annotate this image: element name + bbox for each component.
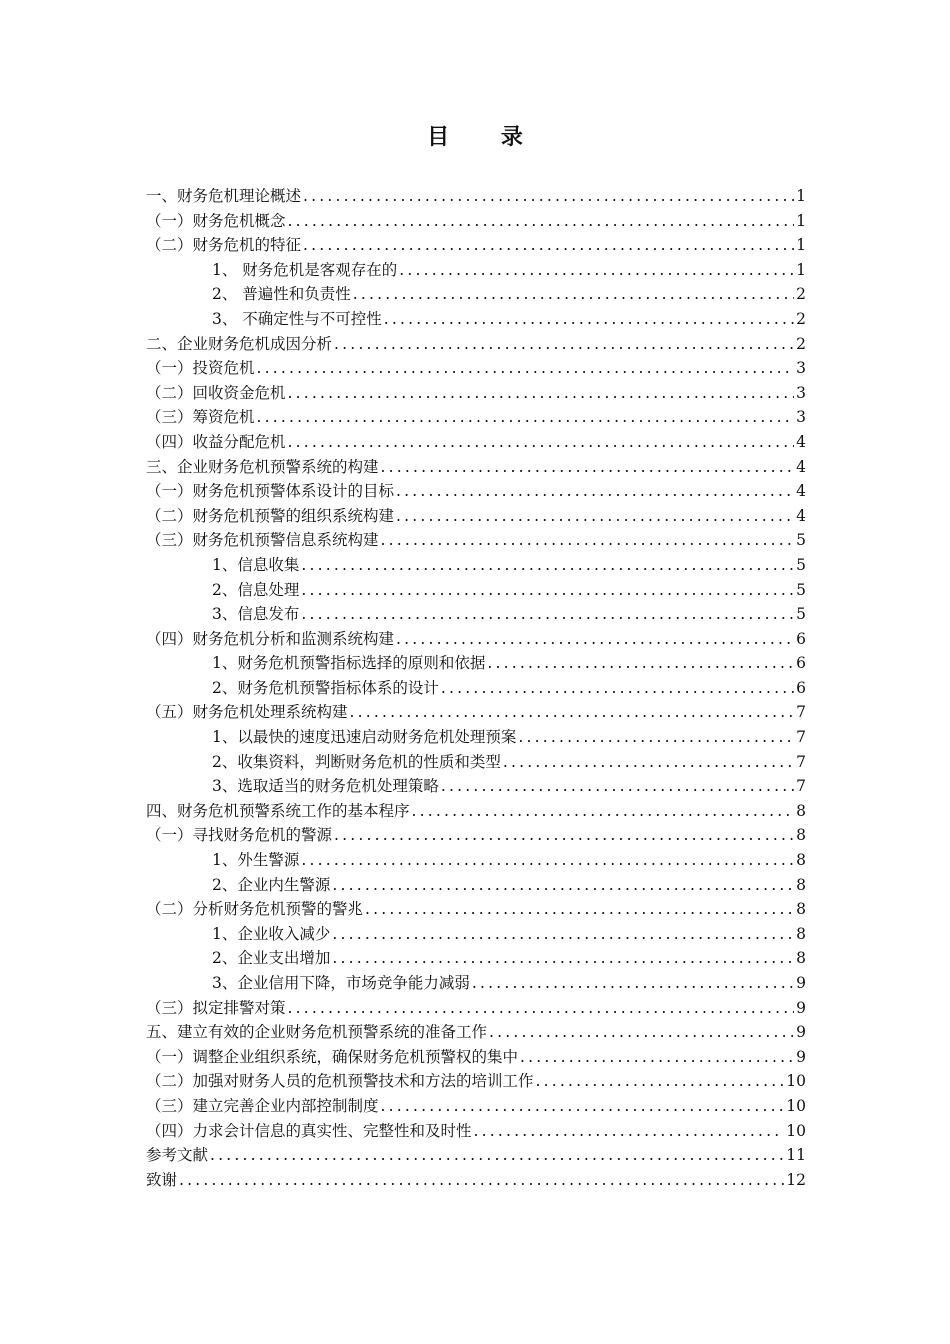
- toc-dot-leader: [179, 1168, 784, 1193]
- toc-dot-leader: [474, 1119, 785, 1144]
- toc-entry-title: （三）拟定排警对策: [146, 998, 286, 1017]
- toc-entry[interactable]: [146, 504, 806, 529]
- toc-entry-page-number: 5: [796, 580, 806, 599]
- toc-entry-title: 2、财务危机预警指标体系的设计: [212, 678, 439, 697]
- toc-entry-page-number: 3: [796, 408, 806, 427]
- toc-entry-page-number: 8: [796, 875, 806, 894]
- toc-dot-leader: [381, 1094, 785, 1119]
- toc-dot-leader: [381, 455, 795, 480]
- toc-entry-page-number: 7: [796, 777, 806, 796]
- toc-entry-title: 2、企业支出增加: [212, 949, 331, 968]
- toc-entry-page-number: 2: [796, 309, 806, 328]
- toc-dot-leader: [288, 381, 795, 406]
- toc-entry-page-number: 8: [796, 851, 806, 870]
- toc-entry-page-number: 9: [796, 998, 806, 1017]
- toc-entry-page-number: 2: [796, 334, 806, 353]
- toc-entry[interactable]: [146, 1045, 806, 1070]
- toc-entry-title: 2、企业内生警源: [212, 875, 331, 894]
- toc-entry[interactable]: [146, 258, 806, 283]
- toc-entry-page-number: 8: [796, 949, 806, 968]
- toc-entry[interactable]: [146, 799, 806, 824]
- toc-entry[interactable]: [146, 848, 806, 873]
- toc-entry[interactable]: [146, 356, 806, 381]
- toc-dot-leader: [334, 332, 794, 357]
- toc-dot-leader: [301, 848, 794, 873]
- toc-entry-title: 致谢: [146, 1170, 178, 1189]
- toc-entry-title: 1、财务危机预警指标选择的原则和依据: [212, 654, 486, 673]
- toc-entry[interactable]: [146, 676, 806, 701]
- toc-dot-leader: [472, 971, 794, 996]
- toc-dot-leader: [332, 922, 794, 947]
- toc-entry-page-number: 7: [796, 703, 806, 722]
- toc-entry-title: （二）财务危机的特征: [146, 236, 302, 255]
- toc-entry[interactable]: [146, 1020, 806, 1045]
- toc-entry[interactable]: [146, 750, 806, 775]
- toc-entry[interactable]: [146, 405, 806, 430]
- toc-entry-title: 1、 财务危机是客观存在的: [212, 260, 398, 279]
- toc-entry-page-number: 8: [796, 900, 806, 919]
- toc-entry-title: 2、收集资料，判断财务危机的性质和类型: [212, 752, 501, 771]
- toc-entry[interactable]: [146, 700, 806, 725]
- toc-dot-leader: [332, 946, 794, 971]
- toc-entry-title: （三）财务危机预警信息系统构建: [146, 531, 379, 550]
- toc-entry-title: （四）收益分配危机: [146, 432, 286, 451]
- toc-dot-leader: [353, 282, 794, 307]
- toc-entry-page-number: 6: [796, 678, 806, 697]
- toc-entry-page-number: 5: [796, 555, 806, 574]
- toc-dot-leader: [520, 1045, 794, 1070]
- toc-entry-page-number: 4: [796, 506, 806, 525]
- toc-entry-page-number: 6: [796, 654, 806, 673]
- toc-entry-title: 四、财务危机预警系统工作的基本程序: [146, 801, 410, 820]
- toc-entry-title: （二）加强对财务人员的危机预警技术和方法的培训工作: [146, 1072, 534, 1091]
- toc-entry-page-number: 5: [796, 531, 806, 550]
- toc-entry[interactable]: [146, 307, 806, 332]
- toc-entry[interactable]: [146, 627, 806, 652]
- toc-entry-page-number: 12: [786, 1170, 806, 1189]
- toc-entry-title: （二）分析财务危机预警的警兆: [146, 900, 364, 919]
- toc-dot-leader: [441, 676, 794, 701]
- toc-dot-leader: [518, 725, 794, 750]
- toc-entry-page-number: 7: [796, 728, 806, 747]
- toc-entry[interactable]: [146, 381, 806, 406]
- toc-entry[interactable]: [146, 1119, 806, 1144]
- toc-entry[interactable]: [146, 602, 806, 627]
- toc-entry-title: 3、选取适当的财务危机处理策略: [212, 777, 439, 796]
- toc-dot-leader: [332, 873, 794, 898]
- toc-entry-title: 3、 不确定性与不可控性: [212, 309, 382, 328]
- toc-entry-page-number: 11: [786, 1146, 806, 1165]
- toc-entry[interactable]: [146, 209, 806, 234]
- toc-dot-leader: [350, 700, 795, 725]
- toc-dot-leader: [396, 479, 794, 504]
- toc-dot-leader: [303, 233, 794, 258]
- toc-entry-title: 一、财务危机理论概述: [146, 187, 302, 205]
- toc-entry[interactable]: [146, 332, 806, 357]
- page-title: 目 录: [427, 125, 545, 150]
- toc-entry-title: （一）财务危机预警体系设计的目标: [146, 482, 395, 501]
- toc-entry-title: （二）财务危机预警的组织系统构建: [146, 506, 395, 525]
- toc-entry[interactable]: [146, 578, 806, 603]
- toc-entry-page-number: 10: [786, 1121, 806, 1140]
- toc-entry-page-number: 9: [796, 1023, 806, 1042]
- toc-entry[interactable]: [146, 971, 806, 996]
- toc-entry-title: 三、企业财务危机预警系统的构建: [146, 457, 379, 476]
- toc-entry-title: 参考文献: [146, 1146, 209, 1165]
- toc-dot-leader: [384, 307, 794, 332]
- toc-entry[interactable]: [146, 233, 806, 258]
- toc-entry-title: （一）投资危机: [146, 359, 255, 378]
- toc-entry-title: （三）建立完善企业内部控制制度: [146, 1096, 379, 1115]
- toc-dot-leader: [257, 405, 795, 430]
- toc-entry-page-number: 4: [796, 432, 806, 451]
- toc-entry-title: 1、以最快的速度迅速启动财务危机处理预案: [212, 728, 517, 747]
- toc-dot-leader: [487, 651, 794, 676]
- toc-entry-page-number: 7: [796, 752, 806, 771]
- toc-entry[interactable]: [146, 430, 806, 455]
- toc-entry-page-number: 1: [796, 260, 806, 279]
- toc-entry-page-number: 3: [796, 359, 806, 378]
- toc-entry-page-number: 8: [796, 924, 806, 943]
- toc-entry-page-number: 1: [796, 187, 806, 205]
- toc-entry-page-number: 8: [796, 801, 806, 820]
- toc-entry[interactable]: [146, 823, 806, 848]
- toc-entry-page-number: 10: [786, 1072, 806, 1091]
- toc-dot-leader: [257, 356, 795, 381]
- toc-dot-leader: [503, 750, 794, 775]
- toc-dot-leader: [396, 504, 794, 529]
- toc-entry[interactable]: [146, 774, 806, 799]
- toc-entry-title: 二、企业财务危机成因分析: [146, 334, 333, 353]
- toc-dot-leader: [303, 184, 794, 209]
- toc-entry-page-number: 3: [796, 383, 806, 402]
- toc-entry-page-number: 6: [796, 629, 806, 648]
- table-of-contents: [146, 184, 806, 1192]
- toc-entry-page-number: 9: [796, 1047, 806, 1066]
- toc-entry-page-number: 1: [796, 236, 806, 255]
- toc-entry[interactable]: [146, 651, 806, 676]
- toc-entry-title: 1、外生警源: [212, 851, 300, 870]
- toc-entry[interactable]: [146, 922, 806, 947]
- toc-entry-title: （四）财务危机分析和监测系统构建: [146, 629, 395, 648]
- toc-entry-title: （一）寻找财务危机的警源: [146, 826, 333, 845]
- toc-entry[interactable]: [146, 553, 806, 578]
- toc-entry-title: （四）力求会计信息的真实性、完整性和及时性: [146, 1121, 472, 1140]
- toc-dot-leader: [334, 823, 794, 848]
- toc-entry[interactable]: [146, 479, 806, 504]
- toc-dot-leader: [412, 799, 795, 824]
- toc-entry-page-number: 4: [796, 457, 806, 476]
- toc-entry[interactable]: [146, 1168, 806, 1193]
- toc-entry-title: （二）回收资金危机: [146, 383, 286, 402]
- toc-dot-leader: [210, 1143, 784, 1168]
- toc-entry[interactable]: [146, 184, 806, 209]
- toc-entry[interactable]: [146, 996, 806, 1021]
- toc-entry-title: 1、信息收集: [212, 555, 300, 574]
- toc-entry-title: 3、企业信用下降，市场竞争能力减弱: [212, 974, 470, 992]
- toc-entry[interactable]: [146, 725, 806, 750]
- toc-entry[interactable]: [146, 1143, 806, 1168]
- toc-dot-leader: [489, 1020, 794, 1045]
- toc-entry[interactable]: [146, 455, 806, 480]
- toc-entry[interactable]: [146, 897, 806, 922]
- toc-entry-page-number: 4: [796, 482, 806, 501]
- toc-entry[interactable]: [146, 282, 806, 307]
- toc-dot-leader: [301, 602, 794, 627]
- toc-entry-title: 2、 普遍性和负责性: [212, 285, 351, 304]
- toc-entry-title: （三）筹资危机: [146, 408, 255, 427]
- toc-entry-page-number: 2: [796, 285, 806, 304]
- toc-dot-leader: [399, 258, 794, 283]
- toc-dot-leader: [288, 996, 795, 1021]
- toc-entry-page-number: 9: [796, 974, 806, 992]
- toc-entry-title: （五）财务危机处理系统构建: [146, 703, 348, 722]
- toc-entry-title: 1、企业收入减少: [212, 924, 331, 943]
- toc-dot-leader: [301, 553, 794, 578]
- toc-entry-page-number: 8: [796, 826, 806, 845]
- toc-entry-title: 3、信息发布: [212, 605, 300, 624]
- toc-entry-page-number: 10: [786, 1096, 806, 1115]
- toc-dot-leader: [396, 627, 794, 652]
- toc-entry-page-number: 5: [796, 605, 806, 624]
- toc-entry-page-number: 1: [796, 211, 806, 230]
- toc-dot-leader: [536, 1069, 785, 1094]
- toc-entry[interactable]: [146, 946, 806, 971]
- toc-dot-leader: [381, 528, 795, 553]
- toc-entry-title: 五、建立有效的企业财务危机预警系统的准备工作: [146, 1023, 488, 1042]
- toc-entry[interactable]: [146, 873, 806, 898]
- toc-dot-leader: [288, 430, 795, 455]
- toc-entry[interactable]: [146, 1069, 806, 1094]
- toc-entry[interactable]: [146, 528, 806, 553]
- toc-dot-leader: [441, 774, 794, 799]
- toc-entry-title: （一）财务危机概念: [146, 211, 286, 230]
- toc-entry[interactable]: [146, 1094, 806, 1119]
- toc-entry-title: 2、信息处理: [212, 580, 300, 599]
- toc-dot-leader: [365, 897, 794, 922]
- toc-entry-title: （一）调整企业组织系统，确保财务危机预警权的集中: [146, 1047, 519, 1066]
- toc-dot-leader: [301, 578, 794, 603]
- toc-dot-leader: [288, 209, 795, 234]
